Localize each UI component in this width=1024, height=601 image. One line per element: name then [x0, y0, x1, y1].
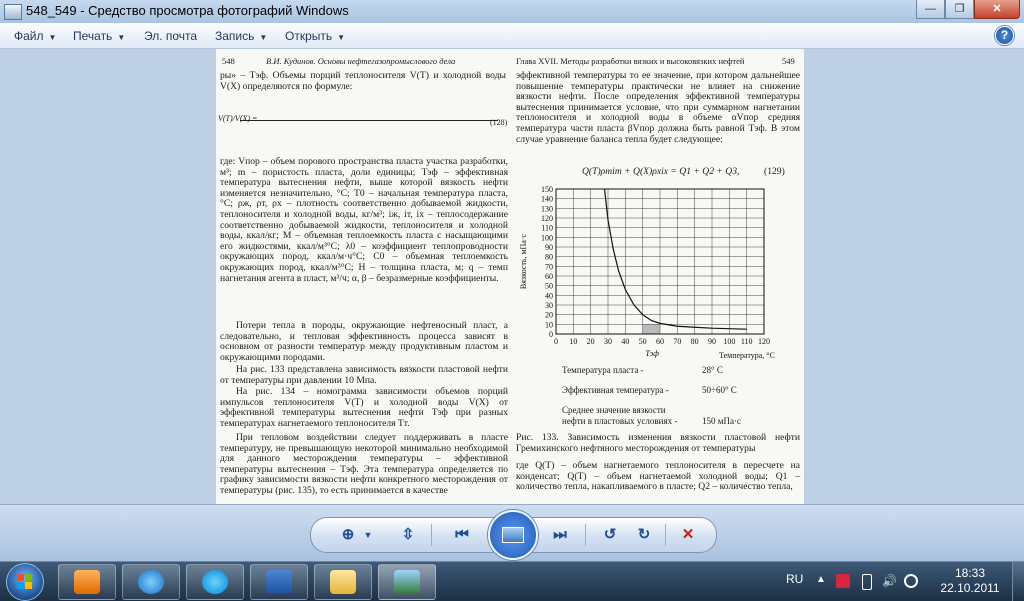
zoom-icon[interactable]: ⊕	[341, 526, 355, 543]
y-tick-label: 130	[541, 204, 553, 214]
maximize-button[interactable]: ❐	[945, 0, 974, 19]
menu-open-label: Открыть	[285, 29, 333, 43]
fraction-bar	[240, 120, 498, 121]
show-desktop-button[interactable]	[1012, 562, 1024, 601]
taskbar-skype[interactable]	[186, 564, 244, 600]
previous-icon[interactable]: ⏮	[455, 526, 469, 543]
window-title: 548_549 - Средство просмотра фотографий Windows	[26, 3, 349, 18]
skype-icon	[202, 570, 228, 594]
caption-eff-label: Эффективная температура -	[562, 385, 669, 395]
help-icon[interactable]: ?	[995, 26, 1014, 45]
scanned-page-image	[216, 49, 804, 504]
caption-avg-value: 150 мПа·с	[702, 416, 741, 426]
caption-eff-value: 50÷60° С	[702, 385, 737, 395]
x-tick-label: 120	[758, 337, 770, 346]
menu-burn-label: Запись	[215, 29, 255, 43]
taskbar-word[interactable]	[250, 564, 308, 600]
x-tick-label: 40	[621, 337, 630, 346]
internet-explorer-icon	[138, 570, 164, 594]
title-bar	[0, 0, 1024, 24]
taskbar	[0, 561, 1024, 601]
separator	[665, 524, 666, 546]
chevron-down-icon: ▼	[337, 33, 346, 42]
menu-bar	[0, 23, 1024, 49]
right-intro-text: эффективной температуры то ее значение, при котором дальнейшее повышение температуры практически не влияет на снижение вязкости нефти. После определения эффективной температуры вытеснения принимается условие, что при суммарном нагнетании теплоносителя и холодной воды в объеме αVпор средняя температура части пласта βVпор должна быть равной Tэф. В этом случае уравнение баланса тепла будет следующее:	[516, 70, 800, 145]
y-tick-label: 150	[541, 185, 553, 194]
menu-burn[interactable]	[215, 29, 267, 43]
formula-lhs: V(T)/V(X) =	[218, 114, 258, 123]
taskbar-media-player[interactable]	[58, 564, 116, 600]
viscosity-chart	[516, 179, 786, 359]
tray-expand-icon[interactable]: ▲	[816, 574, 826, 585]
window-controls	[916, 0, 1020, 20]
windows-logo-icon	[17, 574, 33, 590]
left-page-number: 548	[222, 56, 235, 66]
menu-open[interactable]	[285, 29, 345, 43]
left-paragraph-3: На рис. 133 представлена зависимость вязкости пластовой нефти от температуры при давлении 10 Мпа.	[220, 364, 508, 386]
slideshow-icon	[502, 527, 524, 543]
left-body-text: где: Vпор – объем порового пространства пласта участка разработки, м³; m – пористость пласта, доли единицы; Tэф – эффективная температура вытеснения нефти, выше которой вязкость нефти изменяется незначительно, °С; T0 – начальная температура пласта, °С; ρж, ρт, ρх – плотность соответственно добываемой жидкости, теплоносителя и холодной воды, кг/м³; iж, iт, iх – теплосодержание соответственно добываемой жидкости, теплоносителя и холодной воды, ккал/кг; M – объемная теплоемкость пласта с насыщающими его жидкостями, ккал/м³°С; λ0 – коэффициент теплопроводности окружающих пород, ккал/м·ч°С; C0 – объемная теплоемкость окружающих пород, ккал/м³°С; H – толщина пласта, м; q – темп нагнетания агента в пласт, м³/ч; α, β – безразмерные коэффициенты.	[220, 157, 508, 284]
close-button[interactable]: ✕	[974, 0, 1020, 19]
figure-caption: Рис. 133. Зависимость изменения вязкости пластовой нефти Гремихинского нефтяного месторождения от температуры	[516, 432, 800, 454]
delete-icon[interactable]: ✕	[681, 526, 695, 543]
playback-controls-bar	[0, 504, 1024, 562]
y-tick-label: 90	[545, 243, 553, 252]
language-indicator[interactable]: RU	[786, 572, 804, 586]
y-tick-label: 140	[541, 194, 553, 204]
x-tick-label: 90	[708, 337, 716, 346]
menu-print-label: Печать	[73, 29, 113, 43]
menu-file-label: Файл	[14, 29, 44, 43]
separator	[585, 524, 586, 546]
taskbar-photo-viewer[interactable]	[378, 564, 436, 600]
caption-temp-value: 28° С	[702, 365, 723, 375]
x-tick-label: 20	[586, 337, 595, 346]
shaded-region	[643, 324, 660, 334]
y-tick-label: 50	[545, 281, 553, 291]
y-tick-label: 120	[541, 214, 553, 223]
rotate-left-icon[interactable]: ↺	[603, 526, 617, 543]
viscosity-curve	[605, 189, 747, 329]
photo-viewer-app-icon	[4, 4, 22, 20]
clock-time: 18:33	[954, 566, 986, 580]
y-tick-label: 0	[549, 330, 553, 339]
x-tick-label: 100	[723, 337, 736, 346]
x-tick-label: 110	[740, 337, 753, 346]
folder-icon	[330, 570, 356, 594]
x-tick-label: 50	[638, 337, 647, 346]
start-button[interactable]	[6, 563, 44, 601]
next-icon[interactable]: ⏭	[553, 526, 567, 543]
chart-svg	[516, 179, 786, 359]
fit-icon[interactable]: ⇳	[401, 526, 415, 543]
equation-129: Q(T)ρтiт + Q(X)ρхiх = Q1 + Q2 + Q3,	[582, 166, 740, 177]
chevron-down-icon[interactable]: ▼	[363, 530, 373, 540]
clock-date: 22.10.2011	[940, 581, 1000, 595]
y-tick-label: 100	[541, 233, 553, 243]
left-paragraph-2: Потери тепла в породы, окружающие нефтеносный пласт, а следовательно, и тепловая эффективность процесса зависят в основном от разности температур между продуктивным пластом и окружающими породами.	[220, 320, 508, 363]
x-tick-label: 80	[690, 337, 699, 346]
y-tick-label: 40	[545, 291, 553, 301]
left-paragraph-4: На рис. 134 – номограмма зависимости объемов порций импульсов теплоносителя V(T) и холодной воды V(X) от эффективной температуры вытеснения нефти Tэф при разных температурах нагнетаемого теплоносителя Tт.	[220, 386, 508, 429]
chevron-down-icon: ▼	[48, 33, 57, 42]
x-tick-label: 60	[656, 337, 664, 346]
y-tick-label: 80	[545, 252, 553, 262]
network-icon[interactable]	[904, 574, 918, 588]
x-axis-label: Температура, °С	[719, 351, 775, 360]
menu-print[interactable]	[73, 29, 125, 43]
right-page-number: 549	[782, 56, 795, 66]
chevron-down-icon: ▼	[259, 33, 268, 42]
clock[interactable]	[940, 566, 1000, 596]
menu-file[interactable]	[14, 29, 56, 43]
right-bottom-text: где Q(T) – объем нагнетаемого теплоносителя в пересчете на конденсат; Q(T) – объем нагнетаемой холодной воды; Q1 – количество тепла, накапливаемого в пласте; Q2 – количество тепла,	[516, 460, 800, 493]
security-alert-icon[interactable]	[836, 574, 850, 588]
chevron-down-icon: ▼	[117, 33, 126, 42]
x-tick-label: 0	[554, 337, 558, 346]
y-tick-label: 10	[545, 320, 553, 330]
y-tick-label: 60	[545, 272, 553, 281]
separator	[431, 524, 432, 546]
y-tick-label: 70	[545, 262, 553, 272]
y-tick-label: 30	[545, 301, 553, 310]
left-running-header: В.И. Кудинов. Основы нефтегазопромыслового дела	[266, 56, 456, 66]
formula-128	[218, 96, 506, 156]
right-running-header: Глава XVII. Методы разработки вязких и высоковязких нефтей	[516, 56, 745, 66]
taskbar-explorer[interactable]	[314, 564, 372, 600]
formula-number: (128)	[490, 118, 508, 127]
photo-viewer-icon	[394, 570, 420, 594]
y-tick-label: 20	[545, 310, 553, 320]
speaker-icon[interactable]: 🔊	[882, 574, 897, 588]
battery-icon[interactable]	[862, 574, 872, 590]
caption-avg-label-2: нефти в пластовых условиях -	[562, 416, 678, 426]
teff-marker-label: Tэф	[645, 349, 659, 358]
rotate-right-icon[interactable]: ↻	[637, 526, 651, 543]
media-player-icon	[74, 570, 100, 594]
y-tick-label: 110	[541, 223, 553, 233]
equation-number: (129)	[764, 166, 785, 177]
menu-email[interactable]	[144, 29, 197, 43]
x-tick-label: 70	[673, 337, 682, 346]
menu-email-label: Эл. почта	[144, 29, 198, 43]
caption-temp-label: Температура пласта -	[562, 365, 644, 375]
slideshow-button[interactable]	[488, 510, 538, 560]
x-tick-label: 10	[569, 337, 578, 346]
x-tick-label: 30	[604, 337, 612, 346]
left-paragraph-5: При тепловом воздействии следует поддерживать в пласте температуру, не превышающую некоторой минимально необходимой для данного месторождения температуры – эффективной температуры вытеснения – Tэф. Эта температура определяется по графику зависимости вязкости нефти конкретного месторождения от температуры (рис. 135), то есть принимается в качестве	[220, 433, 508, 496]
y-axis-label: Вязкость, мПа·с	[519, 233, 528, 290]
caption-avg-label-1: Среднее значение вязкости	[562, 405, 666, 415]
taskbar-internet-explorer[interactable]	[122, 564, 180, 600]
left-intro-text: ры» – Tэф. Объемы порций теплоносителя V(T) и холодной воды V(X) определяются по формуле:	[220, 70, 506, 92]
word-icon	[266, 570, 292, 594]
minimize-button[interactable]: —	[916, 0, 945, 19]
